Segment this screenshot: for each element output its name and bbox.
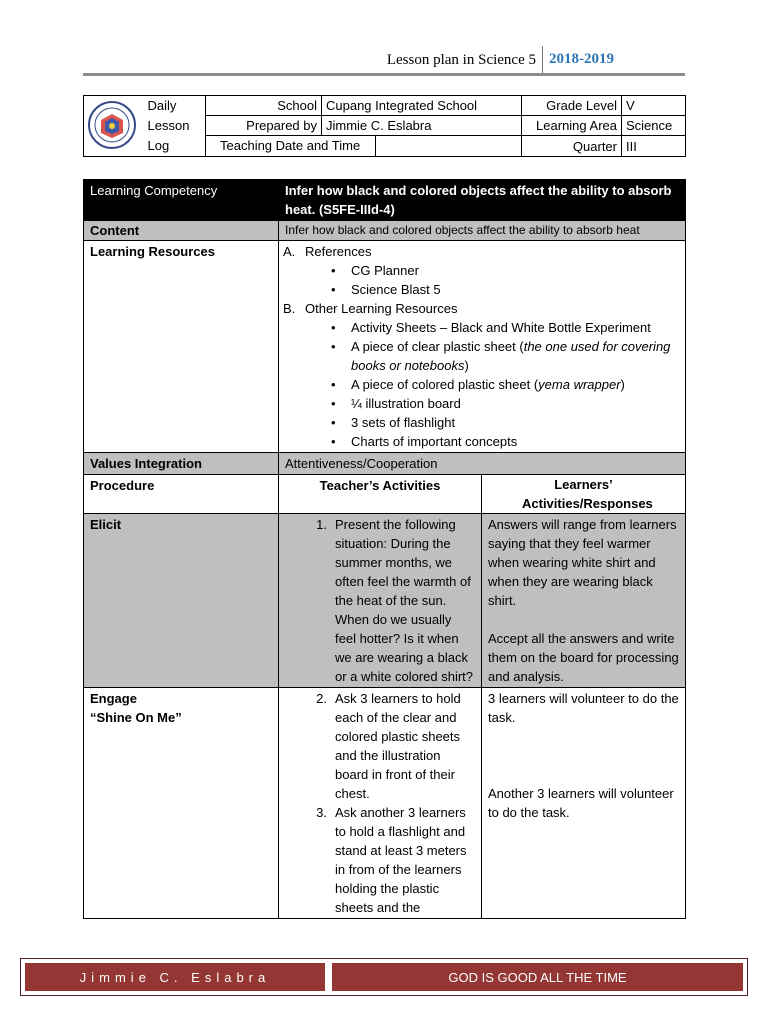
list-item: • ¼ illustration board xyxy=(331,394,679,413)
competency-text: Infer how black and colored objects affect the ability to absorb heat. (S5FE-IIId-4) xyxy=(279,180,686,221)
deped-seal-logo xyxy=(87,100,137,150)
ref-b-list xyxy=(331,318,679,451)
elicit-learner-text-1: Answers will range from learners saying that they feel warmer when wearing white shirt and when they are wearing black shirt. xyxy=(488,517,677,608)
elicit-label: Elicit xyxy=(84,514,279,688)
grade-value: V xyxy=(622,96,686,116)
content-row xyxy=(84,221,686,241)
spacer xyxy=(488,727,679,784)
area-value: Science xyxy=(622,116,686,136)
engage-teacher-cell xyxy=(279,688,482,919)
engage-row xyxy=(84,688,686,919)
list-item: • Charts of important concepts xyxy=(331,432,679,451)
date-cell xyxy=(206,136,522,157)
list-item xyxy=(285,803,475,917)
prepared-label: Prepared by xyxy=(206,116,322,136)
list-item xyxy=(331,375,679,394)
learners-activities-header: Learners’ Activities/Responses xyxy=(482,475,686,514)
elicit-teacher-list xyxy=(285,515,475,686)
list-item: • 3 sets of flashlight xyxy=(331,413,679,432)
content-text: Infer how black and colored objects affect the ability to absorb heat xyxy=(279,221,686,241)
values-row xyxy=(84,453,686,475)
info-table xyxy=(83,95,686,157)
engage-subtitle: “Shine On Me” xyxy=(90,710,182,725)
resources-row xyxy=(84,241,686,453)
elicit-teacher-text: Present the following situation: During the summer months, we often feel the warmth of the heat of the sun. When do we usually feel hotter? Is it when we are wearing a black or a white colored shirt? xyxy=(335,517,474,684)
date-label: Teaching Date and Time xyxy=(206,136,376,156)
footer-author: Jimmie C. Eslabra xyxy=(25,963,325,991)
ref-a-text: References xyxy=(305,244,372,259)
elicit-row xyxy=(84,514,686,688)
resources-cell xyxy=(279,241,686,453)
list-item: • CG Planner xyxy=(331,261,679,280)
engage-teacher-list xyxy=(285,689,475,917)
clear-sheet-prefix: A piece of clear plastic sheet ( xyxy=(351,339,524,354)
header-separator xyxy=(542,46,543,74)
school-year: 2018-2019 xyxy=(549,51,614,67)
area-label: Learning Area xyxy=(522,116,622,136)
procedure-label: Procedure xyxy=(84,475,279,514)
engage-learner-text-2: Another 3 learners will volunteer to do the task. xyxy=(488,786,674,820)
values-text: Attentiveness/Cooperation xyxy=(279,453,686,475)
quarter-value: III xyxy=(622,136,686,157)
list-item: • Activity Sheets – Black and White Bottle Experiment xyxy=(331,318,679,337)
values-label: Values Integration xyxy=(84,453,279,475)
colored-sheet-suffix: ) xyxy=(620,377,625,392)
engage-teacher-text-2: Ask 3 learners to hold each of the clear and colored plastic sheets and the illustration board in front of their chest. xyxy=(335,691,461,801)
school-value: Cupang Integrated School xyxy=(322,96,522,116)
teacher-activities-header: Teacher’s Activities xyxy=(279,475,482,514)
school-label: School xyxy=(206,96,322,116)
logo-cell xyxy=(84,96,140,157)
list-item xyxy=(331,337,679,375)
elicit-learner-cell xyxy=(482,514,686,688)
page-footer xyxy=(20,958,748,996)
document-title: Lesson plan in Science 5 xyxy=(386,52,536,68)
list-item xyxy=(285,515,475,686)
ref-b-text: Other Learning Resources xyxy=(305,301,458,316)
prepared-value: Jimmie C. Eslabra xyxy=(322,116,522,136)
list-item: • Science Blast 5 xyxy=(331,280,679,299)
elicit-teacher-cell xyxy=(279,514,482,688)
footer-motto: GOD IS GOOD ALL THE TIME xyxy=(332,963,743,991)
list-item xyxy=(285,689,475,803)
ref-b xyxy=(283,299,679,318)
item-number: 2. xyxy=(316,691,327,706)
quarter-label: Quarter xyxy=(522,136,622,157)
content-label: Content xyxy=(84,221,279,241)
competency-label: Learning Competency xyxy=(84,180,279,221)
clear-sheet-italic: the one used for covering books or notebooks xyxy=(351,339,671,373)
engage-teacher-text-3: Ask another 3 learners to hold a flashlight and stand at least 3 meters in from of the learners holding the plastic sheets and the xyxy=(335,805,467,915)
dll-log: Log xyxy=(140,136,206,157)
colored-sheet-italic: yema wrapper xyxy=(538,377,621,392)
ref-a-list xyxy=(331,261,679,299)
spacer xyxy=(488,610,679,629)
engage-learner-text-1: 3 learners will volunteer to do the task. xyxy=(488,691,679,725)
dll-lesson: Lesson xyxy=(140,116,206,136)
competency-row xyxy=(84,180,686,221)
ref-a-key: A. xyxy=(283,244,296,259)
engage-label-cell xyxy=(84,688,279,919)
ref-a xyxy=(283,242,679,261)
dll-daily: Daily xyxy=(140,96,206,116)
item-number: 1. xyxy=(316,517,327,532)
elicit-learner-text-2: Accept all the answers and write them on the board for processing and analysis. xyxy=(488,631,679,684)
clear-sheet-suffix: ) xyxy=(464,358,469,373)
resources-label: Learning Resources xyxy=(84,241,279,453)
engage-learner-cell xyxy=(482,688,686,919)
lesson-table xyxy=(83,179,686,919)
item-number: 3. xyxy=(316,805,327,820)
colored-sheet-prefix: A piece of colored plastic sheet ( xyxy=(351,377,539,392)
grade-label: Grade Level xyxy=(522,96,622,116)
header-rule xyxy=(83,73,685,76)
ref-b-key: B. xyxy=(283,301,296,316)
engage-label: Engage xyxy=(90,691,137,706)
procedure-header-row xyxy=(84,475,686,514)
